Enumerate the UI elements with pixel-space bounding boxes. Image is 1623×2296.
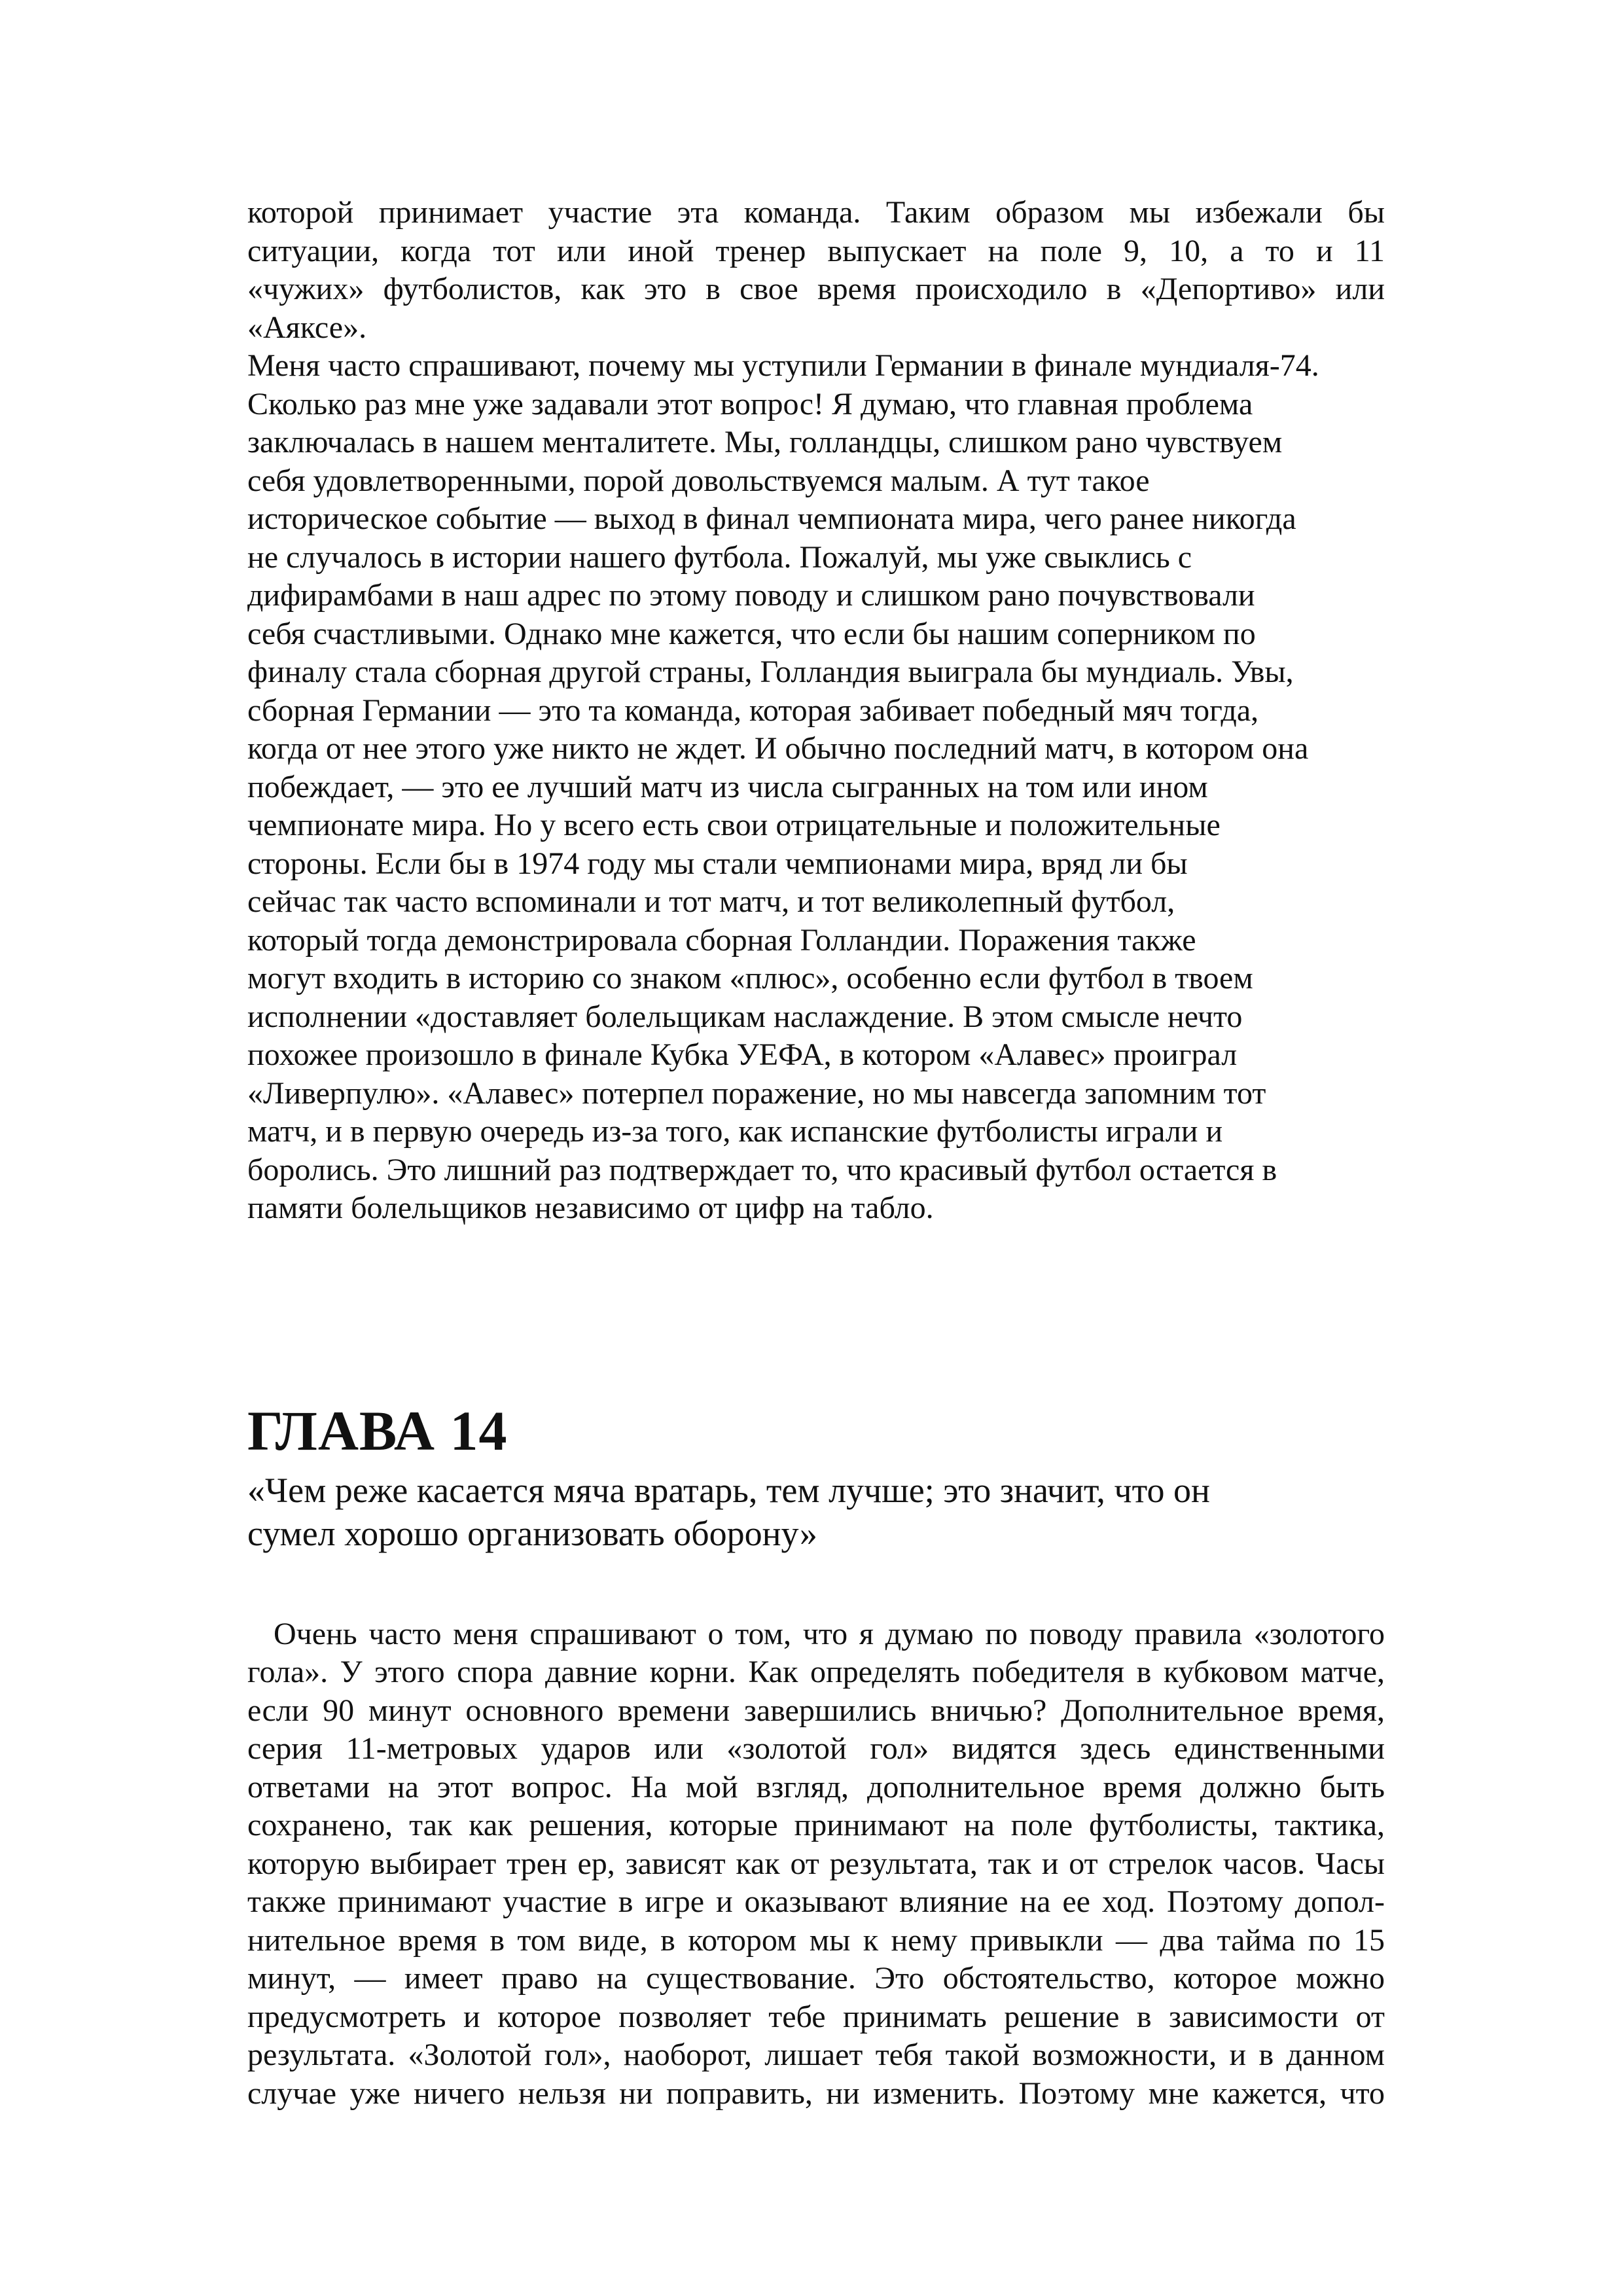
text-line: финалу стала сборная другой страны, Голландия выиграла бы мундиаль. Увы, [247,655,1294,689]
text-line: памяти болельщиков независимо от цифр на табло. [247,1191,934,1225]
text-line: также принимают участие в игре и оказывают влияние на ее ход. Поэтому допол- [247,1884,1385,1919]
text-line: «Аяксе». [247,310,367,345]
text-line: похожее произошло в финале Кубка УЕФА, в котором «Алавес» проиграл [247,1037,1238,1072]
text-line: нительное время в том виде, в котором мы к нему привыкли — два тайма по 15 [247,1922,1385,1958]
text-line: сейчас так часто вспоминали и тот матч, и тот великолепный футбол, [247,884,1175,919]
text-line: ситуации, когда тот или иной тренер выпускает на поле 9, 10, а то и 11 [247,233,1385,268]
text-line: ответами на этот вопрос. На мой взгляд, дополнительное время должно быть [247,1769,1385,1804]
text-line: когда от нее этого уже никто не ждет. И обычно последний матч, в котором она [247,731,1309,766]
text-line: могут входить в историю со знаком «плюс», особенно если футбол в твоем [247,961,1253,996]
text-line: побеждает, — это ее лучший матч из числа сыгранных на том или ином [247,769,1208,804]
chapter-title: ГЛАВА 14 [247,1399,508,1462]
text-line: себя удовлетворенными, порой довольствуемся малым. А тут такое [247,463,1150,498]
text-line: предусмотреть и которое позволяет тебе принимать решение в зависимости от [247,1999,1385,2034]
text-line: «Ливерпулю». «Алавес» потерпел поражение, но мы навсегда запомним тот [247,1075,1266,1111]
section-gap [247,1555,1385,1615]
epigraph-line: «Чем реже касается мяча вратарь, тем лучше; это значит, что он [247,1470,1210,1510]
paragraph-mundial-74 [247,347,1385,1228]
text-line: сохранено, так как решения, которые принимают на поле футболисты, тактика, [247,1808,1385,1842]
epigraph-line: сумел хорошо организовать оборону» [247,1513,817,1553]
text-line: историческое событие — выход в финал чемпионата мира, чего ранее никогда [247,501,1296,536]
text-line: дифирамбами в наш адрес по этому поводу и слишком рано почувствовали [247,578,1255,613]
text-line: Меня часто спрашивают, почему мы уступили Германии в финале мундиаля-74. [247,348,1319,383]
text-line: Очень часто меня спрашивают о том, что я думаю по поводу правила «золотого [274,1616,1385,1651]
chapter-epigraph [247,1469,1385,1555]
text-line: не случалось в истории нашего футбола. Пожалуй, мы уже свыклись с [247,539,1192,575]
text-line: который тогда демонстрировала сборная Голландии. Поражения также [247,922,1196,958]
section-gap [247,1228,1385,1398]
text-line: «чужих» футболистов, как это в свое время происходило в «Депортиво» или [247,272,1385,306]
text-line: серия 11-метровых ударов или «золотой гол» видятся здесь единственными [247,1731,1385,1766]
document-page [247,194,1385,2113]
text-line: Сколько раз мне уже задавали этот вопрос! Я думаю, что главная проблема [247,386,1253,422]
text-line: стороны. Если бы в 1974 году мы стали чемпионами мира, вряд ли бы [247,846,1188,881]
text-line: боролись. Это лишний раз подтверждает то, что красивый футбол остается в [247,1152,1277,1187]
text-line: сборная Германии — это та команда, которая забивает победный мяч тогда, [247,692,1259,728]
text-line: исполнении «доставляет болельщикам наслаждение. В этом смысле нечто [247,999,1243,1034]
text-line: заключалась в нашем менталитете. Мы, голландцы, слишком рано чувствуем [247,425,1283,459]
text-line: матч, и в первую очередь из-за того, как испанские футболисты играли и [247,1114,1223,1149]
text-line: которой принимает участие эта команда. Таким образом мы избежали бы [247,195,1385,230]
text-line: чемпионате мира. Но у всего есть свои отрицательные и положительные [247,808,1221,842]
paragraph-continuation [247,194,1385,347]
text-line: гола». У этого спора давние корни. Как определять победителя в кубковом матче, [247,1655,1385,1689]
text-line: которую выбирает трен ер, зависят как от результата, так и от стрелок часов. Часы [247,1846,1385,1881]
chapter-body [247,1615,1385,2113]
text-line: себя счастливыми. Однако мне кажется, что если бы нашим соперником по [247,616,1256,651]
text-line: если 90 минут основного времени завершились вничью? Дополнительное время, [247,1693,1385,1728]
text-line: минут, — имеет право на существование. Это обстоятельство, которое можно [247,1961,1385,1996]
text-line: случае уже ничего нельзя ни поправить, ни изменить. Поэтому мне кажется, что [247,2075,1385,2111]
text-line: результата. «Золотой гол», наоборот, лишает тебя такой возможности, и в данном [247,2037,1385,2072]
